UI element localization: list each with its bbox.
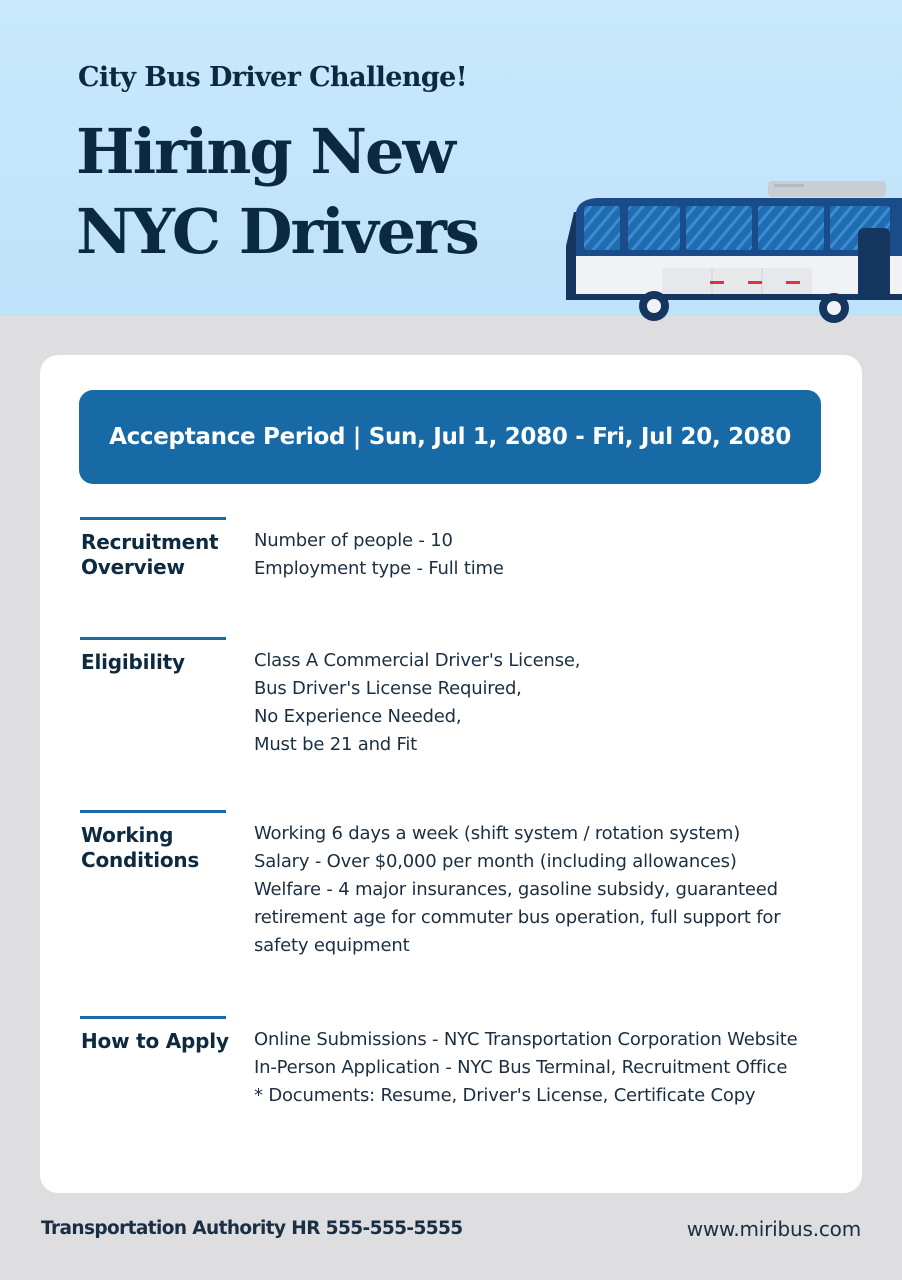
content-line: Employment type - Full time [254, 558, 504, 579]
content-line: Welfare - 4 major insurances, gasoline subsidy, guaranteed [254, 879, 778, 900]
section-label [81, 1029, 251, 1054]
section-label [81, 650, 251, 675]
content-line: Salary - Over $0,000 per month (including allowances) [254, 851, 737, 872]
content-line: * Documents: Resume, Driver's License, Certificate Copy [254, 1085, 756, 1106]
section-divider [80, 637, 226, 640]
recruitment-card [40, 355, 862, 1193]
label-line: Conditions [81, 848, 200, 872]
label-line: How to Apply [81, 1029, 229, 1053]
title-line-1: Hiring New [76, 115, 454, 188]
footer-website-link[interactable]: www.miribus.com [686, 1217, 861, 1241]
label-line: Overview [81, 555, 185, 579]
section-content [254, 647, 824, 759]
label-line: Recruitment [81, 530, 219, 554]
section-content [254, 820, 824, 960]
section-divider [80, 517, 226, 520]
acceptance-period-banner: Acceptance Period | Sun, Jul 1, 2080 - Fri, Jul 20, 2080 [79, 390, 821, 484]
content-line: No Experience Needed, [254, 706, 462, 727]
hero-banner [0, 0, 902, 316]
section-divider [80, 1016, 226, 1019]
bus-illustration [562, 176, 902, 326]
page-title [76, 112, 478, 272]
section-content [254, 527, 824, 583]
content-line: Number of people - 10 [254, 530, 453, 551]
content-line: safety equipment [254, 935, 410, 956]
content-line: Online Submissions - NYC Transportation Corporation Website [254, 1029, 798, 1050]
content-line: In-Person Application - NYC Bus Terminal, Recruitment Office [254, 1057, 788, 1078]
section-label [81, 823, 251, 873]
content-line: Class A Commercial Driver's License, [254, 650, 581, 671]
section-label [81, 530, 251, 580]
label-line: Working [81, 823, 174, 847]
label-line: Eligibility [81, 650, 185, 674]
footer-contact: Transportation Authority HR 555-555-5555 [41, 1218, 463, 1239]
content-line: Bus Driver's License Required, [254, 678, 522, 699]
subtitle: City Bus Driver Challenge! [78, 62, 467, 93]
content-line: Must be 21 and Fit [254, 734, 418, 755]
section-content [254, 1026, 824, 1110]
section-divider [80, 810, 226, 813]
title-line-2: NYC Drivers [76, 195, 478, 268]
content-line: retirement age for commuter bus operation, full support for [254, 907, 781, 928]
content-line: Working 6 days a week (shift system / rotation system) [254, 823, 741, 844]
